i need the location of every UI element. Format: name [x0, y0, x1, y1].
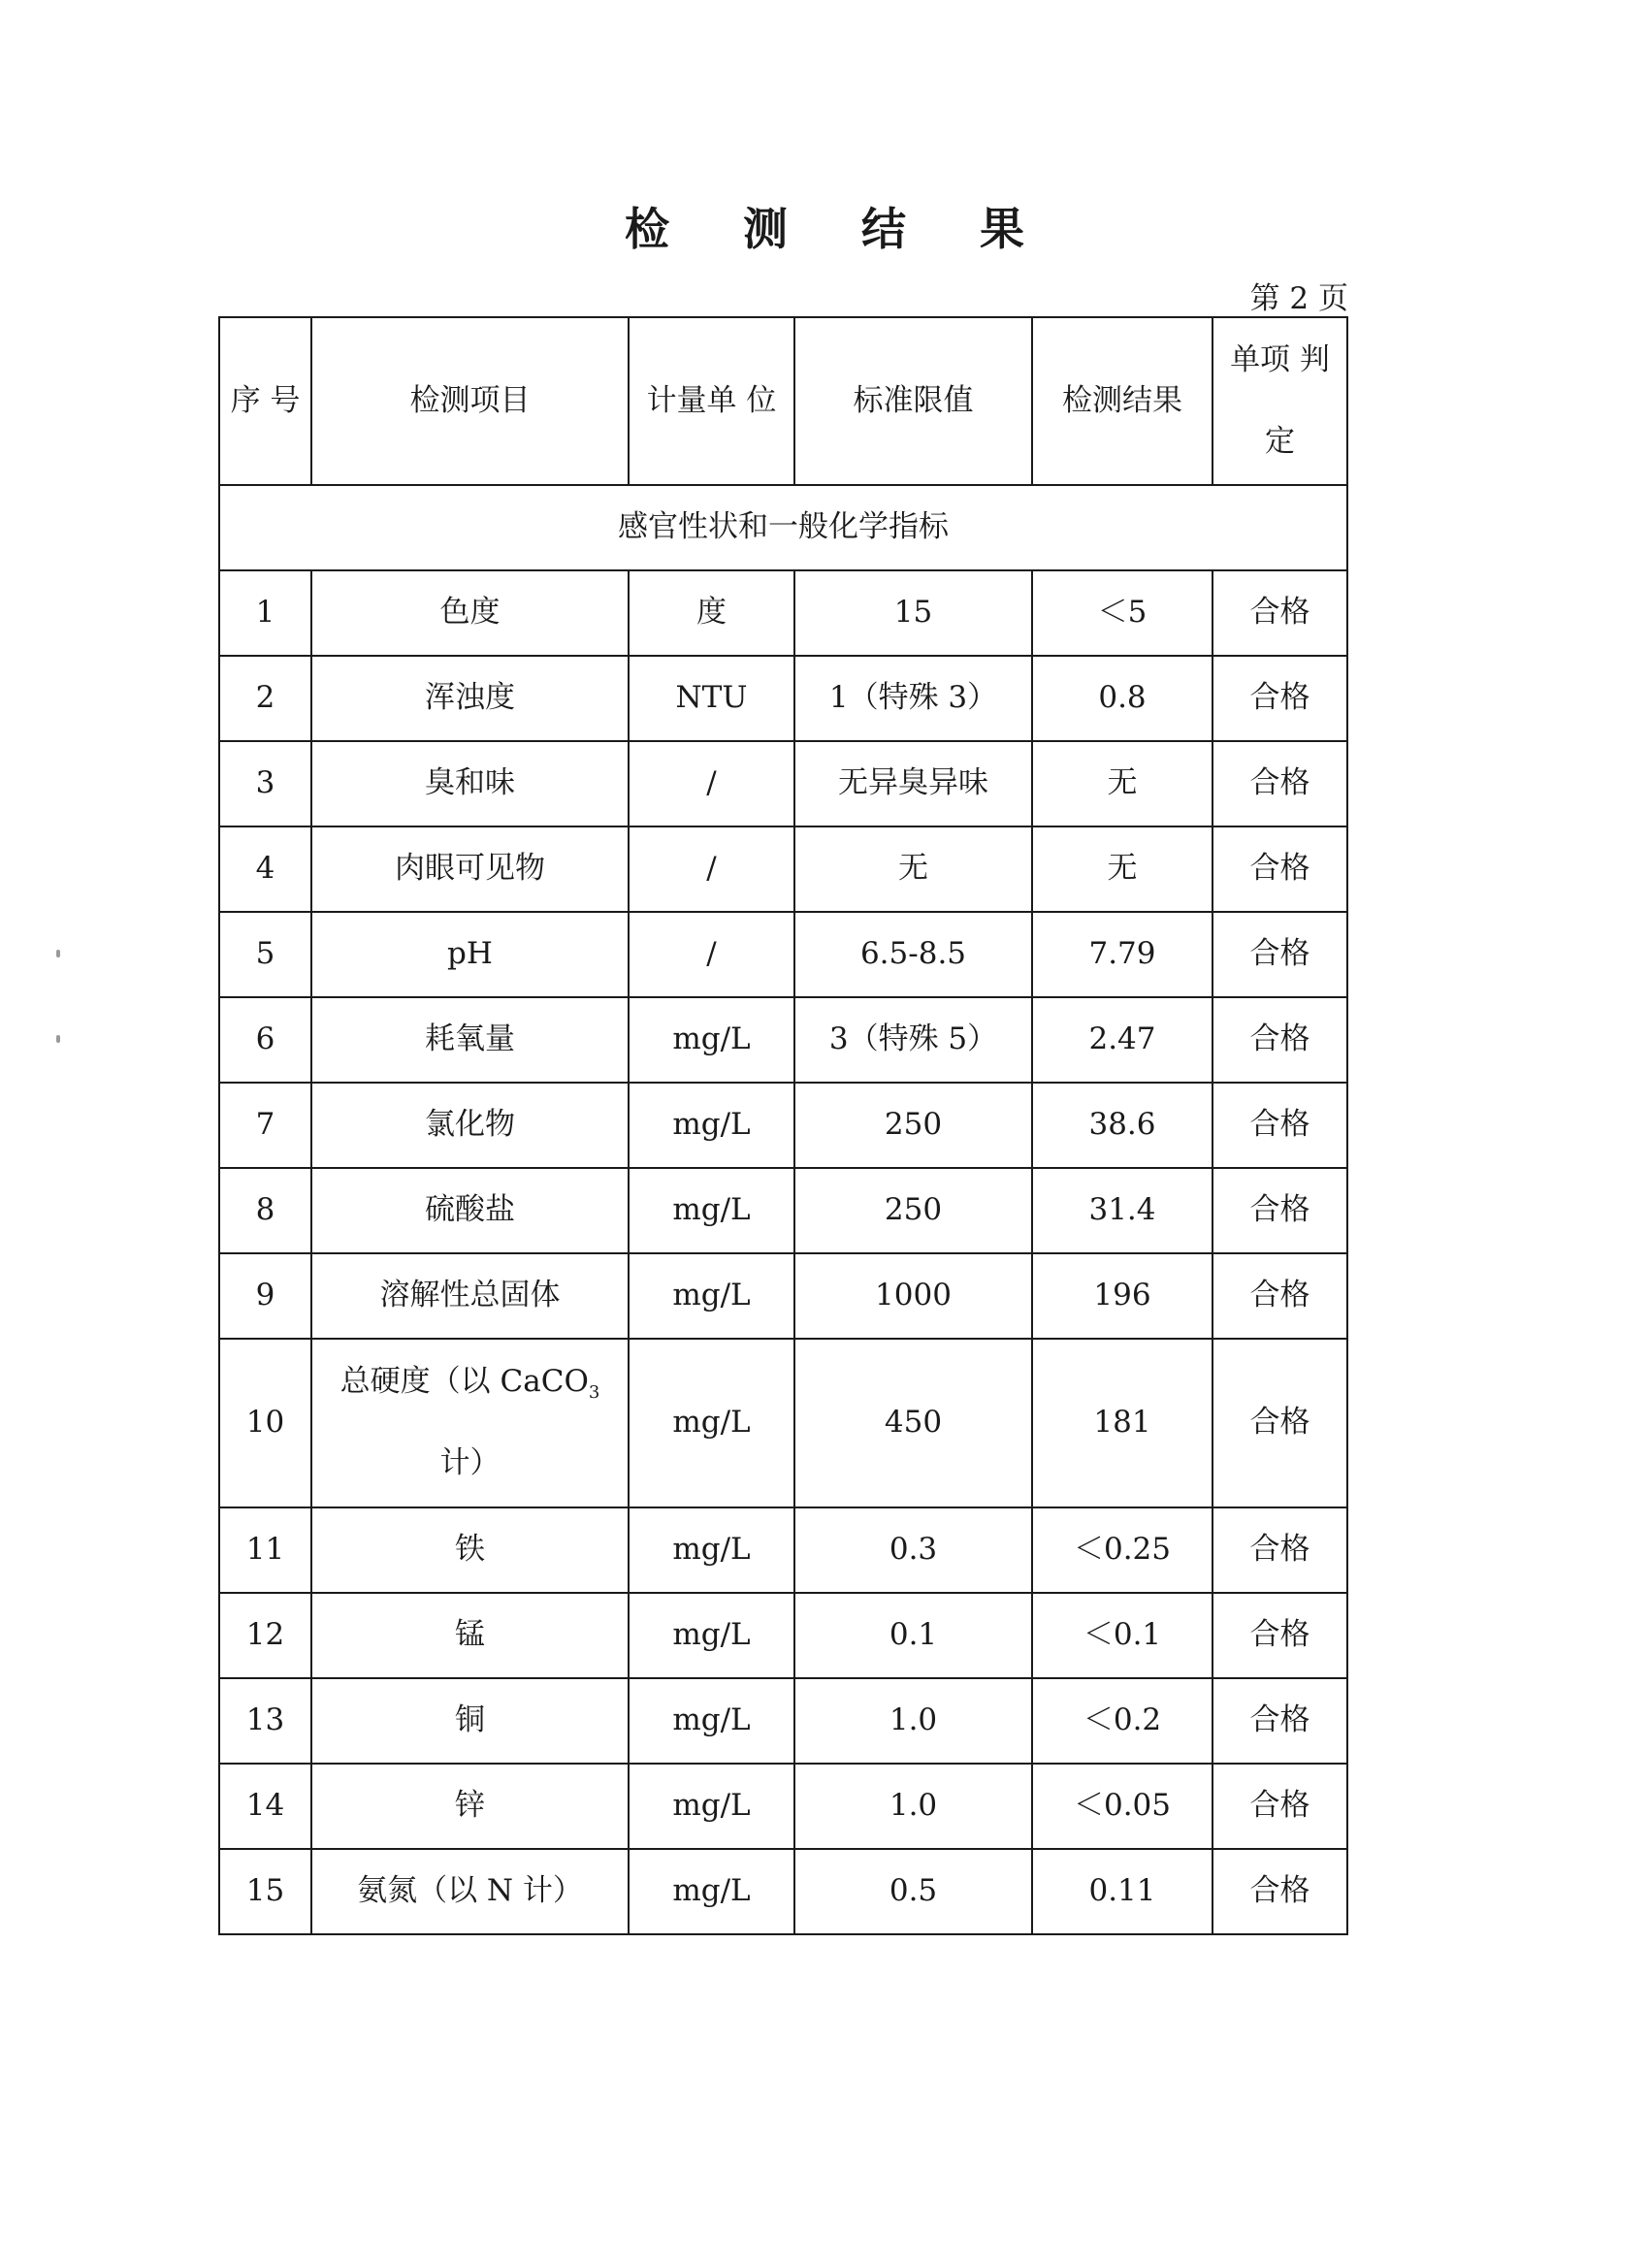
cell-result: 0.8: [1032, 656, 1212, 741]
cell-item: 氨氮（以 N 计）: [311, 1849, 629, 1934]
cell-limit: 1（特殊 3）: [794, 656, 1032, 741]
header-judgement: 单项 判定: [1212, 317, 1347, 485]
cell-item: 硫酸盐: [311, 1168, 629, 1253]
cell-limit: 15: [794, 570, 1032, 656]
header-item: 检测项目: [311, 317, 629, 485]
cell-judgement: 合格: [1212, 1253, 1347, 1339]
cell-item: 锌: [311, 1764, 629, 1849]
table-row: [219, 741, 1347, 826]
cell-result: 31.4: [1032, 1168, 1212, 1253]
cell-item: 肉眼可见物: [311, 826, 629, 912]
cell-limit: 1.0: [794, 1764, 1032, 1849]
cell-judgement: 合格: [1212, 826, 1347, 912]
cell-judgement: 合格: [1212, 741, 1347, 826]
header-seq: 序 号: [219, 317, 311, 485]
cell-limit: 3（特殊 5）: [794, 997, 1032, 1083]
cell-limit: 250: [794, 1083, 1032, 1168]
cell-judgement: 合格: [1212, 1083, 1347, 1168]
cell-item: 耗氧量: [311, 997, 629, 1083]
table-row: [219, 1849, 1347, 1934]
header-limit: 标准限值: [794, 317, 1032, 485]
cell-result: 7.79: [1032, 912, 1212, 997]
cell-unit: mg/L: [629, 1678, 794, 1764]
cell-unit: mg/L: [629, 1593, 794, 1678]
cell-judgement: 合格: [1212, 912, 1347, 997]
cell-seq: 13: [219, 1678, 311, 1764]
cell-seq: 12: [219, 1593, 311, 1678]
cell-result: ＜0.25: [1032, 1507, 1212, 1593]
section-row: [219, 485, 1347, 570]
cell-unit: /: [629, 912, 794, 997]
cell-judgement: 合格: [1212, 1593, 1347, 1678]
table-row: [219, 1253, 1347, 1339]
table-row: [219, 1764, 1347, 1849]
cell-result: ＜5: [1032, 570, 1212, 656]
cell-seq: 7: [219, 1083, 311, 1168]
cell-result: 196: [1032, 1253, 1212, 1339]
cell-result: 181: [1032, 1339, 1212, 1507]
cell-seq: 5: [219, 912, 311, 997]
cell-judgement: 合格: [1212, 1339, 1347, 1507]
item-subscript: 3: [588, 1382, 600, 1404]
table-header-row: [219, 317, 1347, 485]
cell-item: 臭和味: [311, 741, 629, 826]
table-row: [219, 1593, 1347, 1678]
cell-seq: 9: [219, 1253, 311, 1339]
cell-result: 0.11: [1032, 1849, 1212, 1934]
cell-unit: mg/L: [629, 1764, 794, 1849]
binding-mark-upper: [56, 950, 60, 957]
cell-item: 铁: [311, 1507, 629, 1593]
cell-item: 浑浊度: [311, 656, 629, 741]
cell-result: ＜0.2: [1032, 1678, 1212, 1764]
cell-limit: 0.3: [794, 1507, 1032, 1593]
cell-unit: mg/L: [629, 1168, 794, 1253]
table-row: [219, 1168, 1347, 1253]
table-row: [219, 912, 1347, 997]
cell-unit: /: [629, 826, 794, 912]
cell-item: 色度: [311, 570, 629, 656]
cell-judgement: 合格: [1212, 1168, 1347, 1253]
cell-item: [311, 1339, 629, 1507]
table-row: [219, 826, 1347, 912]
section-title: 感官性状和一般化学指标: [219, 485, 1347, 570]
cell-seq: 8: [219, 1168, 311, 1253]
cell-item: 铜: [311, 1678, 629, 1764]
cell-limit: 0.5: [794, 1849, 1032, 1934]
cell-limit: 6.5-8.5: [794, 912, 1032, 997]
binding-mark-lower: [56, 1035, 60, 1043]
cell-result: ＜0.1: [1032, 1593, 1212, 1678]
cell-unit: /: [629, 741, 794, 826]
item-suffix: 计）: [439, 1445, 501, 1480]
cell-judgement: 合格: [1212, 570, 1347, 656]
cell-seq: 14: [219, 1764, 311, 1849]
table-row: [219, 656, 1347, 741]
cell-unit: mg/L: [629, 1253, 794, 1339]
cell-judgement: 合格: [1212, 1678, 1347, 1764]
cell-seq: 4: [219, 826, 311, 912]
cell-unit: NTU: [629, 656, 794, 741]
page-number: 第 2 页: [1249, 281, 1348, 316]
page-title: 检 测 结 果: [624, 203, 1054, 255]
cell-unit: mg/L: [629, 1849, 794, 1934]
cell-judgement: 合格: [1212, 656, 1347, 741]
cell-item: 锰: [311, 1593, 629, 1678]
cell-item: 溶解性总固体: [311, 1253, 629, 1339]
table-row: [219, 1507, 1347, 1593]
cell-seq: 11: [219, 1507, 311, 1593]
table-row: [219, 1339, 1347, 1507]
results-table: [218, 316, 1348, 1935]
cell-result: 无: [1032, 826, 1212, 912]
cell-seq: 15: [219, 1849, 311, 1934]
cell-unit: mg/L: [629, 1507, 794, 1593]
cell-limit: 450: [794, 1339, 1032, 1507]
cell-limit: 无: [794, 826, 1032, 912]
cell-result: ＜0.05: [1032, 1764, 1212, 1849]
cell-seq: 3: [219, 741, 311, 826]
cell-limit: 无异臭异味: [794, 741, 1032, 826]
cell-judgement: 合格: [1212, 997, 1347, 1083]
cell-seq: 6: [219, 997, 311, 1083]
cell-seq: 1: [219, 570, 311, 656]
cell-seq: 10: [219, 1339, 311, 1507]
cell-judgement: 合格: [1212, 1507, 1347, 1593]
cell-seq: 2: [219, 656, 311, 741]
cell-unit: mg/L: [629, 997, 794, 1083]
cell-judgement: 合格: [1212, 1764, 1347, 1849]
table-row: [219, 1678, 1347, 1764]
header-unit: 计量单 位: [629, 317, 794, 485]
cell-result: 无: [1032, 741, 1212, 826]
cell-judgement: 合格: [1212, 1849, 1347, 1934]
item-prefix: 总硬度（以 CaCO: [340, 1364, 589, 1400]
cell-item: 氯化物: [311, 1083, 629, 1168]
table-row: [219, 997, 1347, 1083]
table-row: [219, 1083, 1347, 1168]
cell-unit: 度: [629, 570, 794, 656]
cell-limit: 0.1: [794, 1593, 1032, 1678]
cell-result: 2.47: [1032, 997, 1212, 1083]
cell-limit: 250: [794, 1168, 1032, 1253]
header-result: 检测结果: [1032, 317, 1212, 485]
cell-unit: mg/L: [629, 1339, 794, 1507]
cell-limit: 1.0: [794, 1678, 1032, 1764]
cell-unit: mg/L: [629, 1083, 794, 1168]
cell-limit: 1000: [794, 1253, 1032, 1339]
cell-item: pH: [311, 912, 629, 997]
table-row: [219, 570, 1347, 656]
cell-result: 38.6: [1032, 1083, 1212, 1168]
